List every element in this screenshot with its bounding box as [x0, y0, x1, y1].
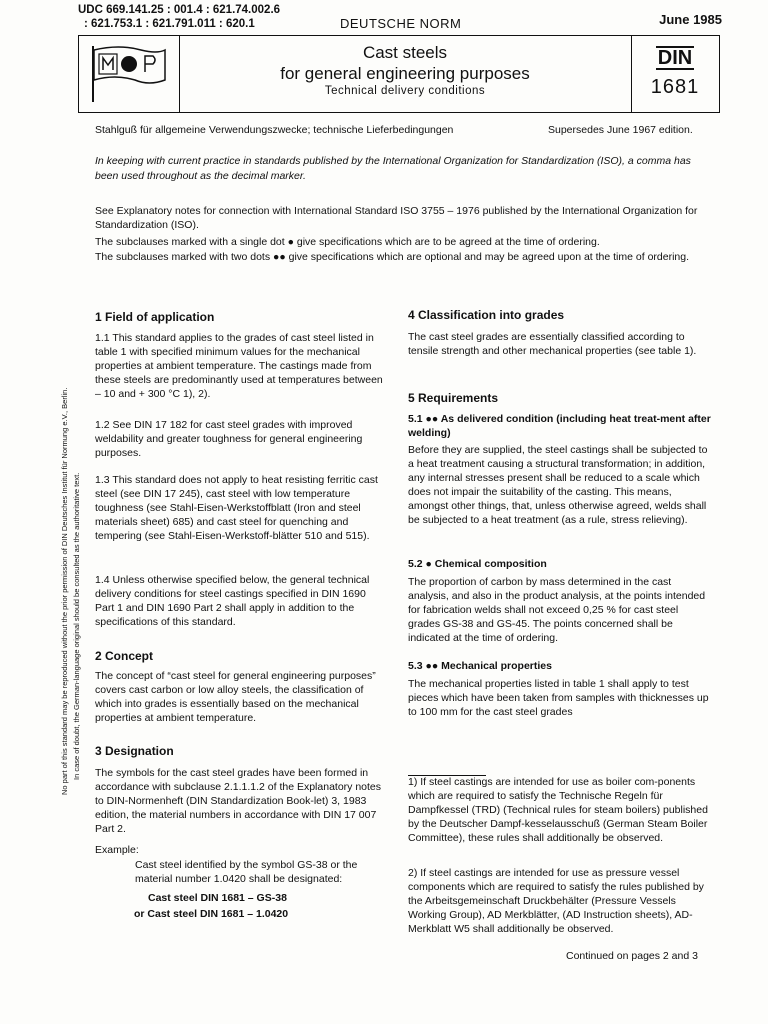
copyright-line-1: No part of this standard may be reproduced without the prior permission of DIN Deutsches Institut für Normung e.V., Berlin. — [60, 387, 69, 795]
document-title-line-2: for general engineering purposes — [280, 64, 530, 83]
section-2-heading: 2 Concept — [95, 649, 154, 663]
clause-5-2: The proportion of carbon by mass determined in the cast analysis, and also in the product analysis, at the points intended for fabrication welds shall not exceed 0,25 % for cast steel grades GS-38 and GS-45. The points concerned shall be indicated at the time of ordering. — [408, 576, 706, 644]
norm-label: DEUTSCHE NORM — [340, 16, 462, 31]
german-title: Stahlguß für allgemeine Verwendungszwecke; technische Lieferbedingungen — [95, 124, 454, 136]
clause-5-1-heading: 5.1 ●● As delivered condition (including heat treat-ment after welding) — [408, 413, 711, 439]
example-text: Cast steel identified by the symbol GS-38 or the material number 1.0420 shall be designated: — [135, 859, 358, 885]
footnote-1: 1) If steel castings are intended for use as boiler com-ponents which are required to satisfy the Technische Regeln für Dampfkessel (TRD) (Technical rules for steam boilers) published by the Deutscher Dampf-kesselausschuß (German Steam Boiler Committee), these rules shall additionally be observed. — [408, 776, 708, 844]
intro-paragraph-1: See Explanatory notes for connection with International Standard ISO 3755 – 1976 published by the International Organization for Standardization (ISO). — [95, 205, 698, 231]
copyright-sidebar — [58, 290, 92, 1000]
clause-1-2: 1.2 See DIN 17 182 for cast steel grades with improved weldability and greater toughness for general engineering purposes. — [95, 419, 363, 459]
section-5-heading: 5 Requirements — [408, 391, 499, 405]
clause-5-3: The mechanical properties listed in table 1 shall apply to test pieces which have been taken from samples with thicknesses up to 100 mm for the cast steel grades — [408, 678, 709, 718]
clause-5-3-heading: 5.3 ●● Mechanical properties — [408, 660, 552, 672]
section-3-heading: 3 Designation — [95, 744, 174, 758]
clause-1-4: 1.4 Unless otherwise specified below, the general technical delivery conditions for steel castings specified in DIN 1690 Part 1 and DIN 1690 Part 2 shall apply in addition to the specifications of this standard. — [95, 574, 370, 628]
udc-line-1: UDC 669.141.25 : 001.4 : 621.74.002.6 — [78, 4, 281, 16]
example-label: Example: — [95, 844, 139, 856]
supersedes-note: Supersedes June 1967 edition. — [548, 124, 693, 136]
din-cell — [631, 36, 719, 112]
udc-line-2: : 621.753.1 : 621.791.011 : 620.1 — [84, 18, 255, 30]
section-4-heading: 4 Classification into grades — [408, 308, 565, 322]
din-logo — [79, 36, 180, 112]
clause-5-2-heading: 5.2 ● Chemical composition — [408, 558, 547, 570]
document-title-line-1: Cast steels — [362, 43, 448, 62]
clause-1-3: 1.3 This standard does not apply to heat resisting ferritic cast steel (see DIN 17 245), cast steel with low temperature toughness (see Stahl-Eisen-Werkstoffblatt (Iron and steel materials sheet) 685) and cast steel for quenching and tempering (see Stahl-Eisen-Werkstoff-blätter 510 and 515). — [95, 474, 378, 542]
din-number: 1681 — [650, 76, 700, 98]
copyright-line-2: In case of doubt, the German-language original should be consulted as the authoritative text. — [72, 472, 81, 780]
clause-3: The symbols for the cast steel grades have been formed in accordance with subclause 2.1.1.1.2 of the Explanatory notes to DIN-Normenheft (DIN Standardization Book-let) 3, 1983 edition, the material numbers in accordance with DIN 17 007 Part 2. — [95, 767, 382, 835]
example-designation-2: or Cast steel DIN 1681 – 1.0420 — [134, 908, 289, 920]
clause-1-1: 1.1 This standard applies to the grades of cast steel listed in table 1 with specified minimum values for the mechanical properties at ambient temperature. The castings made from these steels are predominantly used at temperatures between – 10 and + 300 °C 1), 2). — [95, 332, 383, 400]
section-1-heading: 1 Field of application — [95, 310, 215, 324]
document-subtitle: Technical delivery conditions — [324, 85, 486, 97]
footnote-2: 2) If steel castings are intended for use as pressure vessel components which are required to satisfy the rules published by the Arbeitsgemeinschaft Druckbehälter (Pressure Vessels Working Group), AD Merkblätter, (AD Instruction sheets), AD-Merkblatt W5 shall additionally be observed. — [408, 867, 704, 935]
publication-date: June 1985 — [659, 12, 722, 27]
flag-logo-icon — [79, 36, 179, 112]
intro-paragraph-3: The subclauses marked with two dots ●● give specifications which are optional and may be agreed upon at the time of ordering. — [95, 251, 690, 263]
iso-decimal-note: In keeping with current practice in standards published by the International Organization for Standardization (ISO), a comma has been used throughout as the decimal marker. — [95, 155, 691, 182]
intro-paragraph-2: The subclauses marked with a single dot ● give specifications which are to be agreed at the time of ordering. — [95, 236, 600, 248]
clause-2: The concept of “cast steel for general engineering purposes” covers cast carbon or low alloy steels, the classification of which into grades is essentially based on the mechanical properties at ambient temperature. — [95, 670, 376, 724]
din-mark: DIN — [657, 47, 693, 69]
clause-4: The cast steel grades are essentially classified according to tensile strength and other mechanical properties (see table 1). — [408, 331, 697, 357]
clause-5-1: Before they are supplied, the steel castings shall be subjected to a heat treatment causing a structural transformation; in addition, any internal stresses present shall be reduced to a scale which does not impair the suitability of the casting. This means, amongst other things, that, unless otherwise agreed, welds shall be subjected to a heat treatment (as a rule, stress relieving). — [408, 444, 708, 526]
title-block — [78, 35, 720, 113]
example-designation-1: Cast steel DIN 1681 – GS-38 — [148, 892, 287, 904]
title-cell — [179, 36, 632, 112]
continued-note: Continued on pages 2 and 3 — [566, 950, 698, 962]
